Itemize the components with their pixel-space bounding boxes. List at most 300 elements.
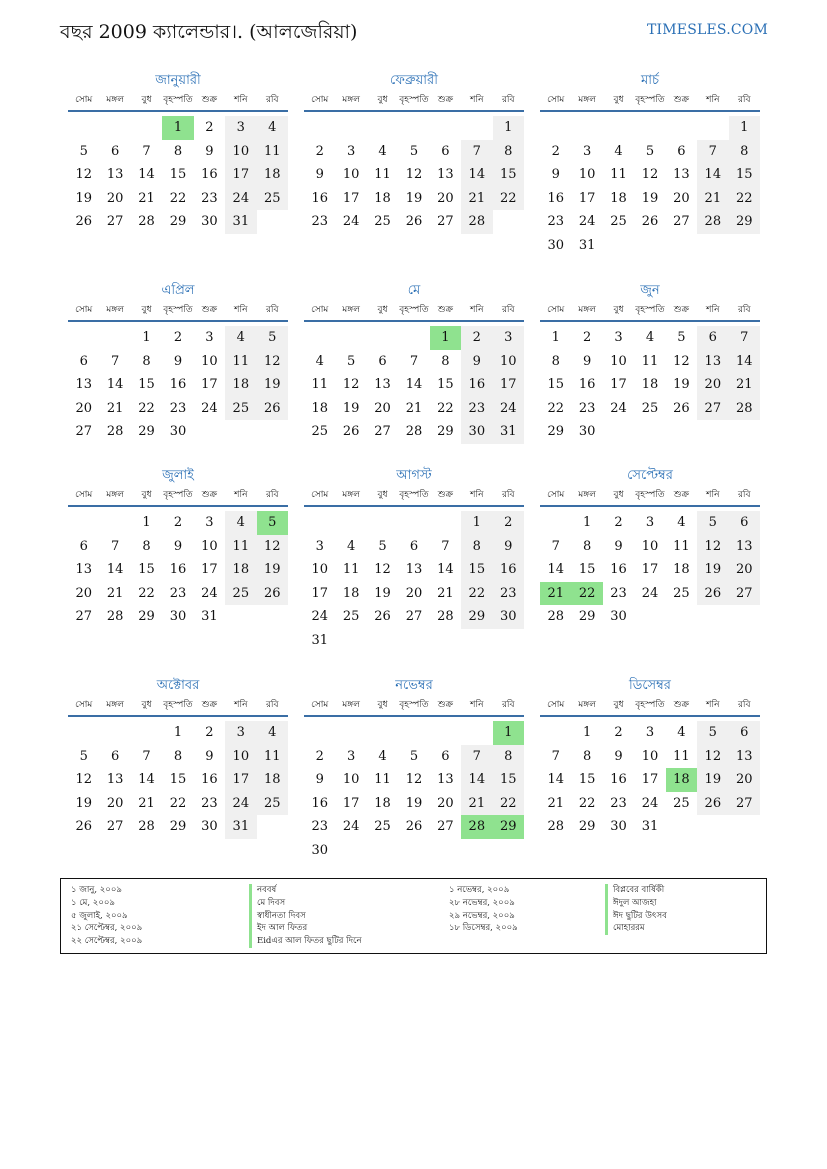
day-cell[interactable]: 5 <box>79 748 88 764</box>
day-cell[interactable]: 18 <box>225 373 256 397</box>
day-cell[interactable]: 5 <box>677 330 686 345</box>
day-cell[interactable]: 11 <box>374 772 391 787</box>
day-cell[interactable]: 5 <box>697 511 728 535</box>
day-cell[interactable]: 9 <box>173 353 183 369</box>
day-cell[interactable]: 5 <box>409 143 419 159</box>
day-cell[interactable]: 15 <box>138 562 155 577</box>
day-cell[interactable]: 4 <box>645 330 655 345</box>
day-cell[interactable]: 20 <box>673 190 690 206</box>
day-cell[interactable]: 27 <box>75 609 92 624</box>
day-cell[interactable]: 29 <box>437 424 454 439</box>
day-cell[interactable]: 1 <box>551 330 560 345</box>
day-cell[interactable]: 11 <box>257 140 288 164</box>
day-cell[interactable]: 10 <box>225 140 256 164</box>
day-cell[interactable]: 29 <box>169 819 187 834</box>
day-cell[interactable]: 20 <box>106 190 124 206</box>
day-cell[interactable]: 26 <box>697 582 728 606</box>
day-cell[interactable]: 22 <box>493 187 524 211</box>
day-cell[interactable]: 8 <box>142 538 151 554</box>
day-cell[interactable]: 12 <box>697 745 728 769</box>
day-cell[interactable]: 29 <box>138 609 155 624</box>
day-cell[interactable]: 30 <box>201 214 218 229</box>
day-cell[interactable]: 7 <box>142 748 151 764</box>
day-cell[interactable]: 21 <box>461 187 492 211</box>
day-cell[interactable]: 15 <box>547 377 564 392</box>
day-cell[interactable]: 17 <box>201 562 218 577</box>
day-cell[interactable]: 24 <box>225 792 256 816</box>
day-cell[interactable]: 21 <box>106 400 124 416</box>
day-cell[interactable]: 21 <box>461 792 492 816</box>
day-cell[interactable]: 4 <box>315 353 324 369</box>
day-cell[interactable]: 22 <box>547 400 564 416</box>
day-cell[interactable]: 21 <box>540 582 571 606</box>
day-cell[interactable]: 5 <box>645 143 655 159</box>
day-cell[interactable]: 24 <box>311 609 328 624</box>
day-cell[interactable]: 8 <box>729 140 760 164</box>
day-cell[interactable]: 10 <box>342 772 360 787</box>
day-cell[interactable]: 6 <box>378 353 387 369</box>
day-cell[interactable]: 4 <box>225 326 256 350</box>
day-cell[interactable]: 17 <box>342 795 360 811</box>
day-cell[interactable]: 16 <box>201 772 218 787</box>
day-cell[interactable]: 26 <box>697 792 728 816</box>
day-cell[interactable]: 10 <box>493 350 524 374</box>
day-cell[interactable]: 15 <box>169 772 187 787</box>
day-cell[interactable]: 18 <box>666 768 697 792</box>
day-cell[interactable]: 18 <box>311 400 328 416</box>
day-cell[interactable]: 7 <box>441 538 450 554</box>
day-cell[interactable]: 8 <box>441 353 450 369</box>
day-cell[interactable]: 23 <box>311 819 328 834</box>
day-cell[interactable]: 30 <box>610 609 627 624</box>
day-cell[interactable]: 4 <box>677 725 686 740</box>
day-cell[interactable]: 6 <box>110 748 120 764</box>
day-cell[interactable]: 6 <box>729 721 760 745</box>
day-cell[interactable]: 16 <box>169 562 187 577</box>
day-cell[interactable]: 30 <box>461 420 492 444</box>
day-cell[interactable]: 19 <box>673 377 690 392</box>
day-cell[interactable]: 16 <box>461 373 492 397</box>
day-cell[interactable]: 27 <box>405 609 423 624</box>
day-cell[interactable]: 8 <box>461 535 492 559</box>
day-cell[interactable]: 1 <box>142 330 151 345</box>
day-cell[interactable]: 12 <box>257 535 288 559</box>
day-cell[interactable]: 24 <box>578 214 596 229</box>
day-cell[interactable]: 17 <box>311 585 328 601</box>
day-cell[interactable]: 24 <box>342 819 360 834</box>
day-cell[interactable]: 3 <box>346 748 356 764</box>
day-cell[interactable]: 30 <box>578 424 596 439</box>
day-cell[interactable]: 11 <box>610 167 627 182</box>
day-cell[interactable]: 29 <box>547 424 564 439</box>
day-cell[interactable]: 18 <box>225 558 256 582</box>
day-cell[interactable]: 29 <box>138 424 155 439</box>
day-cell[interactable]: 4 <box>257 721 288 745</box>
day-cell[interactable]: 12 <box>374 562 391 577</box>
day-cell[interactable]: 28 <box>437 609 454 624</box>
day-cell[interactable]: 10 <box>578 167 596 182</box>
day-cell[interactable]: 7 <box>729 326 760 350</box>
day-cell[interactable]: 21 <box>547 795 564 811</box>
day-cell[interactable]: 14 <box>106 562 124 577</box>
day-cell[interactable]: 5 <box>79 143 88 159</box>
day-cell[interactable]: 5 <box>697 721 728 745</box>
day-cell[interactable]: 26 <box>257 397 288 421</box>
day-cell[interactable]: 30 <box>311 842 328 858</box>
day-cell[interactable]: 14 <box>547 562 564 577</box>
day-cell[interactable]: 5 <box>257 511 288 535</box>
day-cell[interactable]: 20 <box>75 585 92 601</box>
day-cell[interactable]: 3 <box>493 326 524 350</box>
day-cell[interactable]: 1 <box>582 515 592 530</box>
day-cell[interactable]: 16 <box>311 190 328 206</box>
day-cell[interactable]: 6 <box>441 143 450 159</box>
day-cell[interactable]: 6 <box>409 538 419 554</box>
day-cell[interactable]: 25 <box>257 792 288 816</box>
day-cell[interactable]: 23 <box>547 214 564 229</box>
day-cell[interactable]: 31 <box>641 819 659 834</box>
day-cell[interactable]: 1 <box>461 511 492 535</box>
day-cell[interactable]: 16 <box>547 190 564 206</box>
day-cell[interactable]: 28 <box>461 815 492 839</box>
day-cell[interactable]: 19 <box>697 558 728 582</box>
day-cell[interactable]: 22 <box>729 187 760 211</box>
day-cell[interactable]: 13 <box>729 535 760 559</box>
day-cell[interactable]: 30 <box>201 819 218 834</box>
day-cell[interactable]: 7 <box>461 140 492 164</box>
day-cell[interactable]: 18 <box>257 768 288 792</box>
day-cell[interactable]: 20 <box>374 400 391 416</box>
day-cell[interactable]: 12 <box>75 167 92 182</box>
day-cell[interactable]: 17 <box>225 768 256 792</box>
day-cell[interactable]: 7 <box>110 538 120 554</box>
day-cell[interactable]: 9 <box>493 535 524 559</box>
day-cell[interactable]: 11 <box>257 745 288 769</box>
day-cell[interactable]: 3 <box>346 143 356 159</box>
day-cell[interactable]: 9 <box>205 748 214 764</box>
day-cell[interactable]: 13 <box>75 377 92 392</box>
day-cell[interactable]: 21 <box>697 187 728 211</box>
day-cell[interactable]: 14 <box>437 562 454 577</box>
day-cell[interactable]: 1 <box>173 725 183 740</box>
day-cell[interactable]: 28 <box>106 609 124 624</box>
day-cell[interactable]: 4 <box>225 511 256 535</box>
day-cell[interactable]: 30 <box>547 237 564 253</box>
day-cell[interactable]: 16 <box>610 772 627 787</box>
day-cell[interactable]: 7 <box>551 538 560 554</box>
day-cell[interactable]: 23 <box>201 190 218 206</box>
day-cell[interactable]: 19 <box>641 190 659 206</box>
day-cell[interactable]: 15 <box>493 163 524 187</box>
day-cell[interactable]: 17 <box>641 772 659 787</box>
day-cell[interactable]: 13 <box>106 772 124 787</box>
day-cell[interactable]: 17 <box>610 377 627 392</box>
day-cell[interactable]: 12 <box>405 772 423 787</box>
day-cell[interactable]: 7 <box>409 353 419 369</box>
day-cell[interactable]: 3 <box>225 721 256 745</box>
day-cell[interactable]: 1 <box>162 116 193 140</box>
day-cell[interactable]: 2 <box>551 143 560 159</box>
day-cell[interactable]: 21 <box>138 190 155 206</box>
day-cell[interactable]: 1 <box>430 326 461 350</box>
day-cell[interactable]: 27 <box>673 214 690 229</box>
day-cell[interactable]: 2 <box>173 330 183 345</box>
day-cell[interactable]: 9 <box>461 350 492 374</box>
day-cell[interactable]: 4 <box>257 116 288 140</box>
day-cell[interactable]: 19 <box>405 795 423 811</box>
day-cell[interactable]: 8 <box>173 143 183 159</box>
day-cell[interactable]: 20 <box>405 585 423 601</box>
site-link[interactable]: TIMESLES.COM <box>647 22 768 38</box>
day-cell[interactable]: 3 <box>225 116 256 140</box>
day-cell[interactable]: 14 <box>138 167 155 182</box>
day-cell[interactable]: 3 <box>205 515 214 530</box>
day-cell[interactable]: 27 <box>697 397 728 421</box>
day-cell[interactable]: 1 <box>729 116 760 140</box>
day-cell[interactable]: 26 <box>257 582 288 606</box>
day-cell[interactable]: 3 <box>645 515 655 530</box>
day-cell[interactable]: 8 <box>582 748 592 764</box>
day-cell[interactable]: 25 <box>311 424 328 439</box>
day-cell[interactable]: 8 <box>582 538 592 554</box>
day-cell[interactable]: 28 <box>106 424 124 439</box>
day-cell[interactable]: 13 <box>673 167 690 182</box>
day-cell[interactable]: 28 <box>547 819 564 834</box>
day-cell[interactable]: 14 <box>461 163 492 187</box>
day-cell[interactable]: 26 <box>75 214 92 229</box>
day-cell[interactable]: 12 <box>697 535 728 559</box>
day-cell[interactable]: 26 <box>374 609 391 624</box>
day-cell[interactable]: 25 <box>225 582 256 606</box>
day-cell[interactable]: 6 <box>441 748 450 764</box>
day-cell[interactable]: 4 <box>378 748 387 764</box>
day-cell[interactable]: 25 <box>225 397 256 421</box>
day-cell[interactable]: 11 <box>342 562 360 577</box>
day-cell[interactable]: 9 <box>173 538 183 554</box>
day-cell[interactable]: 11 <box>641 353 659 369</box>
day-cell[interactable]: 8 <box>173 748 183 764</box>
day-cell[interactable]: 10 <box>342 167 360 182</box>
day-cell[interactable]: 16 <box>493 558 524 582</box>
day-cell[interactable]: 28 <box>547 609 564 624</box>
day-cell[interactable]: 1 <box>493 721 524 745</box>
day-cell[interactable]: 26 <box>75 819 92 834</box>
day-cell[interactable]: 10 <box>641 748 659 764</box>
day-cell[interactable]: 22 <box>138 400 155 416</box>
day-cell[interactable]: 31 <box>225 210 256 234</box>
day-cell[interactable]: 22 <box>437 400 454 416</box>
day-cell[interactable]: 11 <box>225 350 256 374</box>
day-cell[interactable]: 21 <box>729 373 760 397</box>
day-cell[interactable]: 20 <box>729 768 760 792</box>
day-cell[interactable]: 10 <box>201 538 218 554</box>
day-cell[interactable]: 31 <box>201 609 218 624</box>
day-cell[interactable]: 16 <box>169 377 187 392</box>
day-cell[interactable]: 22 <box>461 582 492 606</box>
day-cell[interactable]: 6 <box>697 326 728 350</box>
day-cell[interactable]: 2 <box>614 515 623 530</box>
day-cell[interactable]: 3 <box>645 725 655 740</box>
day-cell[interactable]: 14 <box>405 377 423 392</box>
day-cell[interactable]: 9 <box>205 143 214 159</box>
day-cell[interactable]: 3 <box>582 143 592 159</box>
day-cell[interactable]: 17 <box>201 377 218 392</box>
day-cell[interactable]: 19 <box>75 795 92 811</box>
day-cell[interactable]: 14 <box>106 377 124 392</box>
day-cell[interactable]: 14 <box>461 768 492 792</box>
day-cell[interactable]: 24 <box>201 585 218 601</box>
day-cell[interactable]: 17 <box>342 190 360 206</box>
day-cell[interactable]: 4 <box>677 515 686 530</box>
day-cell[interactable]: 1 <box>493 116 524 140</box>
day-cell[interactable]: 27 <box>437 214 454 229</box>
day-cell[interactable]: 28 <box>729 397 760 421</box>
day-cell[interactable]: 27 <box>106 819 124 834</box>
day-cell[interactable]: 3 <box>614 330 623 345</box>
day-cell[interactable]: 4 <box>378 143 387 159</box>
day-cell[interactable]: 16 <box>610 562 627 577</box>
day-cell[interactable]: 29 <box>578 819 596 834</box>
day-cell[interactable]: 13 <box>729 745 760 769</box>
day-cell[interactable]: 19 <box>405 190 423 206</box>
day-cell[interactable]: 6 <box>79 538 88 554</box>
day-cell[interactable]: 29 <box>169 214 187 229</box>
day-cell[interactable]: 12 <box>405 167 423 182</box>
day-cell[interactable]: 6 <box>729 511 760 535</box>
day-cell[interactable]: 20 <box>437 190 454 206</box>
day-cell[interactable]: 3 <box>315 538 324 554</box>
day-cell[interactable]: 4 <box>614 143 623 159</box>
day-cell[interactable]: 9 <box>614 748 623 764</box>
day-cell[interactable]: 13 <box>374 377 391 392</box>
day-cell[interactable]: 18 <box>342 585 360 601</box>
day-cell[interactable]: 15 <box>729 163 760 187</box>
day-cell[interactable]: 31 <box>493 420 524 444</box>
day-cell[interactable]: 22 <box>138 585 155 601</box>
day-cell[interactable]: 2 <box>205 120 214 135</box>
day-cell[interactable]: 11 <box>311 377 328 392</box>
day-cell[interactable]: 19 <box>342 400 360 416</box>
day-cell[interactable]: 24 <box>641 795 659 811</box>
day-cell[interactable]: 18 <box>374 190 391 206</box>
day-cell[interactable]: 18 <box>257 163 288 187</box>
day-cell[interactable]: 8 <box>493 745 524 769</box>
day-cell[interactable]: 2 <box>614 725 623 740</box>
day-cell[interactable]: 15 <box>493 768 524 792</box>
day-cell[interactable]: 23 <box>493 582 524 606</box>
day-cell[interactable]: 23 <box>311 214 328 229</box>
day-cell[interactable]: 5 <box>257 326 288 350</box>
day-cell[interactable]: 27 <box>106 214 124 229</box>
day-cell[interactable]: 5 <box>409 748 419 764</box>
day-cell[interactable]: 25 <box>374 819 391 834</box>
day-cell[interactable]: 15 <box>138 377 155 392</box>
day-cell[interactable]: 7 <box>142 143 151 159</box>
day-cell[interactable]: 13 <box>697 350 728 374</box>
day-cell[interactable]: 15 <box>169 167 187 182</box>
day-cell[interactable]: 31 <box>311 632 328 648</box>
day-cell[interactable]: 12 <box>342 377 360 392</box>
day-cell[interactable]: 4 <box>346 538 356 554</box>
day-cell[interactable]: 30 <box>493 605 524 629</box>
day-cell[interactable]: 27 <box>437 819 454 834</box>
day-cell[interactable]: 21 <box>138 795 155 811</box>
day-cell[interactable]: 9 <box>551 167 560 182</box>
day-cell[interactable]: 13 <box>106 167 124 182</box>
day-cell[interactable]: 9 <box>315 772 324 787</box>
day-cell[interactable]: 26 <box>641 214 659 229</box>
day-cell[interactable]: 16 <box>578 377 596 392</box>
day-cell[interactable]: 8 <box>551 353 560 369</box>
day-cell[interactable]: 17 <box>493 373 524 397</box>
day-cell[interactable]: 28 <box>697 210 728 234</box>
day-cell[interactable]: 21 <box>437 585 454 601</box>
day-cell[interactable]: 7 <box>551 748 560 764</box>
day-cell[interactable]: 23 <box>578 400 596 416</box>
day-cell[interactable]: 25 <box>610 214 627 229</box>
day-cell[interactable]: 25 <box>374 214 391 229</box>
day-cell[interactable]: 19 <box>697 768 728 792</box>
day-cell[interactable]: 30 <box>169 609 187 624</box>
day-cell[interactable]: 23 <box>201 795 218 811</box>
day-cell[interactable]: 7 <box>110 353 120 369</box>
day-cell[interactable]: 20 <box>75 400 92 416</box>
day-cell[interactable]: 23 <box>461 397 492 421</box>
day-cell[interactable]: 10 <box>641 538 659 554</box>
day-cell[interactable]: 2 <box>205 725 214 740</box>
day-cell[interactable]: 12 <box>673 353 690 369</box>
day-cell[interactable]: 12 <box>641 167 659 182</box>
day-cell[interactable]: 18 <box>374 795 391 811</box>
day-cell[interactable]: 27 <box>729 582 760 606</box>
day-cell[interactable]: 28 <box>405 424 423 439</box>
day-cell[interactable]: 10 <box>610 353 627 369</box>
day-cell[interactable]: 24 <box>201 400 218 416</box>
day-cell[interactable]: 18 <box>641 377 659 392</box>
day-cell[interactable]: 2 <box>461 326 492 350</box>
day-cell[interactable]: 5 <box>378 538 387 554</box>
day-cell[interactable]: 15 <box>578 772 596 787</box>
day-cell[interactable]: 3 <box>205 330 214 345</box>
day-cell[interactable]: 2 <box>315 143 324 159</box>
day-cell[interactable]: 1 <box>142 515 151 530</box>
day-cell[interactable]: 25 <box>673 585 690 601</box>
day-cell[interactable]: 21 <box>106 585 124 601</box>
day-cell[interactable]: 23 <box>610 795 627 811</box>
day-cell[interactable]: 7 <box>461 745 492 769</box>
day-cell[interactable]: 13 <box>405 562 423 577</box>
day-cell[interactable]: 28 <box>461 210 492 234</box>
day-cell[interactable]: 15 <box>437 377 454 392</box>
day-cell[interactable]: 10 <box>201 353 218 369</box>
day-cell[interactable]: 15 <box>461 558 492 582</box>
day-cell[interactable]: 19 <box>257 558 288 582</box>
day-cell[interactable]: 28 <box>138 819 155 834</box>
day-cell[interactable]: 26 <box>405 819 423 834</box>
day-cell[interactable]: 16 <box>201 167 218 182</box>
day-cell[interactable]: 26 <box>673 400 690 416</box>
day-cell[interactable]: 21 <box>405 400 423 416</box>
day-cell[interactable]: 30 <box>610 819 627 834</box>
day-cell[interactable]: 11 <box>374 167 391 182</box>
day-cell[interactable]: 11 <box>225 535 256 559</box>
day-cell[interactable]: 2 <box>582 330 592 345</box>
day-cell[interactable]: 22 <box>493 792 524 816</box>
day-cell[interactable]: 25 <box>342 609 360 624</box>
day-cell[interactable]: 24 <box>610 400 627 416</box>
day-cell[interactable]: 25 <box>641 400 659 416</box>
day-cell[interactable]: 14 <box>729 350 760 374</box>
